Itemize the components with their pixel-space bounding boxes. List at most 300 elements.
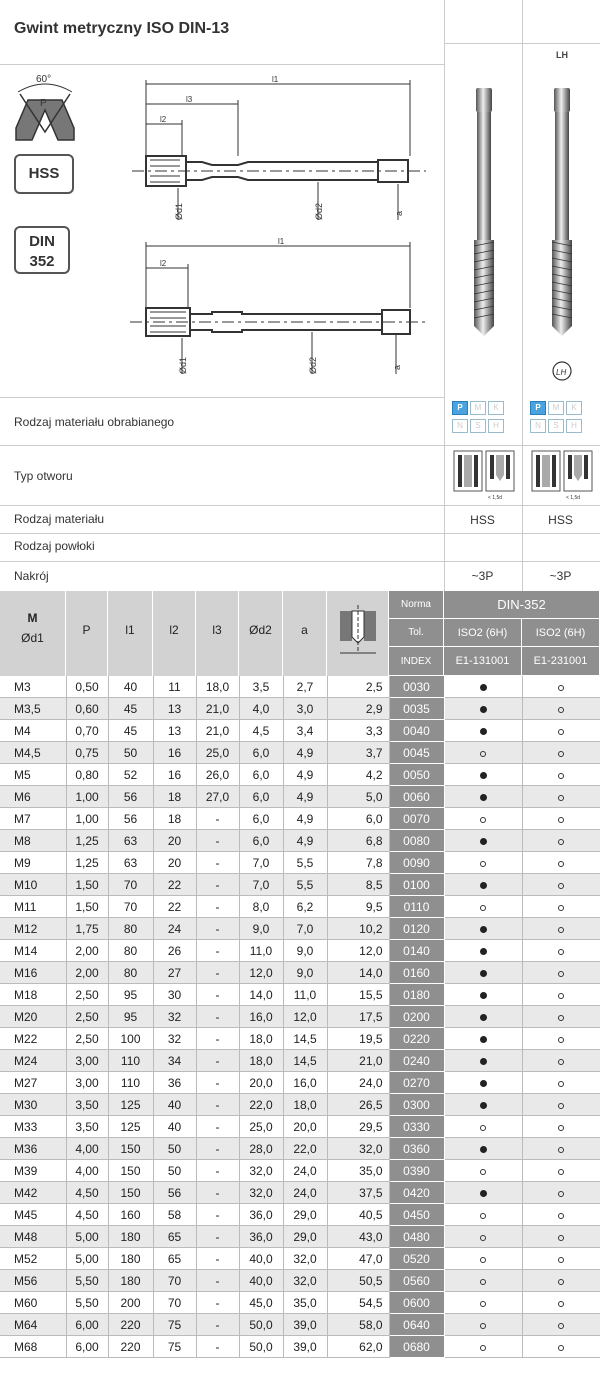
drill-size-cell: 6,8 bbox=[327, 830, 389, 852]
property-value: HSS bbox=[470, 513, 495, 527]
value-cell: 1,00 bbox=[66, 808, 108, 830]
value-cell: 7,0 bbox=[283, 918, 327, 940]
thread-size-cell: M7 bbox=[0, 808, 66, 830]
dim-l1: l1 bbox=[272, 75, 279, 84]
header bbox=[0, 0, 444, 65]
table-row bbox=[0, 1248, 600, 1270]
availability-lh bbox=[522, 1204, 600, 1226]
index-cell: 0160 bbox=[389, 962, 444, 984]
availability-lh bbox=[522, 1160, 600, 1182]
value-cell: 4,9 bbox=[283, 764, 327, 786]
index-cell: 0480 bbox=[389, 1226, 444, 1248]
index-cell: 0030 bbox=[389, 676, 444, 698]
open-dot-icon bbox=[558, 1345, 564, 1351]
value-cell: 25,0 bbox=[196, 742, 239, 764]
index-cell: 0100 bbox=[389, 874, 444, 896]
hole-depth-label: < 1,5d bbox=[488, 495, 503, 501]
open-dot-icon bbox=[558, 773, 564, 779]
availability-standard bbox=[444, 962, 522, 984]
tap-photo-lh-icon bbox=[523, 64, 600, 397]
value-cell: 4,9 bbox=[283, 786, 327, 808]
availability-standard bbox=[444, 764, 522, 786]
availability-lh bbox=[522, 962, 600, 984]
thread-size-cell: M9 bbox=[0, 852, 66, 874]
availability-standard bbox=[444, 896, 522, 918]
table-row bbox=[0, 918, 600, 940]
value-cell: 3,50 bbox=[66, 1116, 108, 1138]
thread-size-cell: M8 bbox=[0, 830, 66, 852]
value-cell: 56 bbox=[153, 1182, 196, 1204]
availability-lh bbox=[522, 874, 600, 896]
table-row bbox=[0, 1006, 600, 1028]
header-pitch: P bbox=[66, 591, 108, 676]
availability-lh bbox=[522, 764, 600, 786]
availability-standard bbox=[444, 918, 522, 940]
value-cell: 7,0 bbox=[239, 852, 283, 874]
value-cell: 6,0 bbox=[239, 786, 283, 808]
property-row-coating bbox=[0, 533, 600, 562]
value-cell: 3,50 bbox=[66, 1094, 108, 1116]
index-cell: 0680 bbox=[389, 1336, 444, 1358]
open-dot-icon bbox=[480, 1279, 486, 1285]
value-cell: 20,0 bbox=[239, 1072, 283, 1094]
hole-depth-label-lh: < 1,5d bbox=[566, 495, 581, 501]
value-cell: 34 bbox=[153, 1050, 196, 1072]
availability-standard bbox=[444, 874, 522, 896]
value-cell: 150 bbox=[108, 1160, 153, 1182]
index-value-2: E1-231001 bbox=[522, 647, 600, 676]
index-cell: 0240 bbox=[389, 1050, 444, 1072]
value-cell: 1,75 bbox=[66, 918, 108, 940]
tolerance-label: Tol. bbox=[389, 619, 444, 647]
open-dot-icon bbox=[558, 993, 564, 999]
value-cell: 70 bbox=[108, 874, 153, 896]
value-cell: - bbox=[196, 852, 239, 874]
value-cell: - bbox=[196, 830, 239, 852]
value-cell: 18,0 bbox=[239, 1050, 283, 1072]
value-cell: - bbox=[196, 808, 239, 830]
value-cell: 1,00 bbox=[66, 786, 108, 808]
open-dot-icon bbox=[558, 883, 564, 889]
value-cell: 45,0 bbox=[239, 1292, 283, 1314]
index-cell: 0050 bbox=[389, 764, 444, 786]
drill-size-cell: 32,0 bbox=[327, 1138, 389, 1160]
table-row bbox=[0, 1116, 600, 1138]
open-dot-icon bbox=[558, 1081, 564, 1087]
value-cell: 30 bbox=[153, 984, 196, 1006]
availability-lh bbox=[522, 852, 600, 874]
index-cell: 0200 bbox=[389, 1006, 444, 1028]
availability-lh bbox=[522, 984, 600, 1006]
value-cell: 2,7 bbox=[283, 676, 327, 698]
index-cell: 0060 bbox=[389, 786, 444, 808]
value-cell: 16,0 bbox=[283, 1072, 327, 1094]
dim-l3: l3 bbox=[186, 95, 193, 104]
index-cell: 0330 bbox=[389, 1116, 444, 1138]
value-cell: 39,0 bbox=[283, 1314, 327, 1336]
value-cell: 24,0 bbox=[283, 1182, 327, 1204]
drill-size-cell: 2,5 bbox=[327, 676, 389, 698]
value-cell: 80 bbox=[108, 940, 153, 962]
value-cell: 11 bbox=[153, 676, 196, 698]
material-group-icon-lh: P M K N S H bbox=[530, 401, 596, 439]
value-cell: 2,50 bbox=[66, 1028, 108, 1050]
column-header-standard bbox=[444, 0, 523, 64]
thread-size-cell: M30 bbox=[0, 1094, 66, 1116]
table-row bbox=[0, 1160, 600, 1182]
open-dot-icon bbox=[558, 1147, 564, 1153]
value-cell: 39,0 bbox=[283, 1336, 327, 1358]
open-dot-icon bbox=[558, 685, 564, 691]
filled-dot-icon bbox=[480, 1102, 487, 1109]
hole-type-icon-lh bbox=[530, 449, 596, 501]
value-cell: - bbox=[196, 1160, 239, 1182]
property-label: Rodzaj materiału bbox=[14, 512, 105, 526]
value-cell: 5,50 bbox=[66, 1270, 108, 1292]
value-cell: 18,0 bbox=[283, 1094, 327, 1116]
value-cell: 4,0 bbox=[239, 698, 283, 720]
filled-dot-icon bbox=[480, 970, 487, 977]
angle-label: 60° bbox=[36, 74, 52, 85]
value-cell: 9,0 bbox=[239, 918, 283, 940]
value-cell: 0,60 bbox=[66, 698, 108, 720]
value-cell: 3,5 bbox=[239, 676, 283, 698]
drill-size-cell: 3,3 bbox=[327, 720, 389, 742]
open-dot-icon bbox=[558, 971, 564, 977]
material-group-icon: P M K N S H bbox=[452, 401, 518, 439]
value-cell: 32,0 bbox=[283, 1270, 327, 1292]
drill-size-cell: 12,0 bbox=[327, 940, 389, 962]
table-row bbox=[0, 742, 600, 764]
availability-lh bbox=[522, 1028, 600, 1050]
value-cell: 65 bbox=[153, 1248, 196, 1270]
thread-size-cell: M48 bbox=[0, 1226, 66, 1248]
value-cell: 5,00 bbox=[66, 1248, 108, 1270]
availability-lh bbox=[522, 720, 600, 742]
value-cell: 32 bbox=[153, 1028, 196, 1050]
index-cell: 0180 bbox=[389, 984, 444, 1006]
index-cell: 0220 bbox=[389, 1028, 444, 1050]
drill-size-cell: 2,9 bbox=[327, 698, 389, 720]
open-dot-icon bbox=[558, 1301, 564, 1307]
table-row bbox=[0, 1138, 600, 1160]
value-cell: 4,00 bbox=[66, 1138, 108, 1160]
value-cell: 20 bbox=[153, 830, 196, 852]
open-dot-icon bbox=[558, 729, 564, 735]
filled-dot-icon bbox=[480, 772, 487, 779]
value-cell: - bbox=[196, 1248, 239, 1270]
header-d2: Ød2 bbox=[239, 591, 283, 676]
value-cell: 4,9 bbox=[283, 808, 327, 830]
value-cell: 75 bbox=[153, 1336, 196, 1358]
table-row bbox=[0, 698, 600, 720]
drill-size-cell: 15,5 bbox=[327, 984, 389, 1006]
availability-lh bbox=[522, 742, 600, 764]
availability-standard bbox=[444, 1270, 522, 1292]
value-cell: 2,50 bbox=[66, 1006, 108, 1028]
left-hand-rotation-icon bbox=[553, 362, 571, 380]
value-cell: 58 bbox=[153, 1204, 196, 1226]
availability-lh bbox=[522, 830, 600, 852]
column-header-lh bbox=[522, 0, 600, 64]
availability-standard bbox=[444, 1248, 522, 1270]
availability-lh bbox=[522, 1248, 600, 1270]
availability-standard bbox=[444, 742, 522, 764]
property-row-workpiece bbox=[0, 397, 600, 446]
index-value-1: E1-131001 bbox=[444, 647, 522, 676]
table-row bbox=[0, 720, 600, 742]
value-cell: 6,0 bbox=[239, 764, 283, 786]
value-cell: 3,00 bbox=[66, 1050, 108, 1072]
availability-lh bbox=[522, 1006, 600, 1028]
drill-size-cell: 14,0 bbox=[327, 962, 389, 984]
value-cell: 70 bbox=[108, 896, 153, 918]
value-cell: 40 bbox=[153, 1094, 196, 1116]
availability-lh bbox=[522, 1050, 600, 1072]
value-cell: 16 bbox=[153, 764, 196, 786]
table-row bbox=[0, 896, 600, 918]
value-cell: 5,50 bbox=[66, 1292, 108, 1314]
thread-profile-icon bbox=[10, 70, 80, 144]
availability-standard bbox=[444, 1160, 522, 1182]
filled-dot-icon bbox=[480, 1036, 487, 1043]
value-cell: 14,5 bbox=[283, 1028, 327, 1050]
dim-l1-long: l1 bbox=[278, 237, 285, 246]
availability-lh bbox=[522, 918, 600, 940]
value-cell: 3,4 bbox=[283, 720, 327, 742]
property-value: ~3P bbox=[549, 569, 572, 583]
table-row bbox=[0, 962, 600, 984]
filled-dot-icon bbox=[480, 838, 487, 845]
open-dot-icon bbox=[558, 707, 564, 713]
open-dot-icon bbox=[480, 1301, 486, 1307]
thread-size-cell: M3,5 bbox=[0, 698, 66, 720]
value-cell: 45 bbox=[108, 720, 153, 742]
open-dot-icon bbox=[558, 1059, 564, 1065]
header-a: a bbox=[283, 591, 327, 676]
thread-size-cell: M33 bbox=[0, 1116, 66, 1138]
open-dot-icon bbox=[558, 1235, 564, 1241]
availability-standard bbox=[444, 984, 522, 1006]
value-cell: 29,0 bbox=[283, 1226, 327, 1248]
drill-size-cell: 40,5 bbox=[327, 1204, 389, 1226]
standard-badge-line1: DIN bbox=[29, 233, 55, 250]
value-cell: 4,50 bbox=[66, 1204, 108, 1226]
value-cell: 13 bbox=[153, 698, 196, 720]
filled-dot-icon bbox=[480, 926, 487, 933]
value-cell: 40 bbox=[153, 1116, 196, 1138]
availability-standard bbox=[444, 1028, 522, 1050]
material-badge: HSS bbox=[14, 154, 74, 194]
availability-lh bbox=[522, 1116, 600, 1138]
value-cell: 180 bbox=[108, 1248, 153, 1270]
availability-lh bbox=[522, 1314, 600, 1336]
table-row bbox=[0, 1336, 600, 1358]
thread-size-cell: M56 bbox=[0, 1270, 66, 1292]
value-cell: 150 bbox=[108, 1182, 153, 1204]
index-cell: 0270 bbox=[389, 1072, 444, 1094]
tool-image-lh bbox=[522, 64, 600, 397]
tolerance-value-2: ISO2 (6H) bbox=[522, 619, 600, 647]
value-cell: 22,0 bbox=[239, 1094, 283, 1116]
value-cell: 45 bbox=[108, 698, 153, 720]
value-cell: 16 bbox=[153, 742, 196, 764]
value-cell: 4,9 bbox=[283, 830, 327, 852]
value-cell: 14,0 bbox=[239, 984, 283, 1006]
dim-d2-long: Ød2 bbox=[308, 356, 318, 374]
value-cell: 80 bbox=[108, 918, 153, 940]
value-cell: 220 bbox=[108, 1314, 153, 1336]
value-cell: 56 bbox=[108, 808, 153, 830]
thread-size-cell: M18 bbox=[0, 984, 66, 1006]
availability-standard bbox=[444, 1138, 522, 1160]
value-cell: 125 bbox=[108, 1116, 153, 1138]
open-dot-icon bbox=[558, 927, 564, 933]
availability-lh bbox=[522, 1138, 600, 1160]
index-cell: 0450 bbox=[389, 1204, 444, 1226]
dim-l2-long: l2 bbox=[160, 259, 167, 268]
availability-standard bbox=[444, 720, 522, 742]
table-row bbox=[0, 830, 600, 852]
value-cell: 0,50 bbox=[66, 676, 108, 698]
availability-lh bbox=[522, 940, 600, 962]
value-cell: 26 bbox=[153, 940, 196, 962]
thread-size-cell: M39 bbox=[0, 1160, 66, 1182]
open-dot-icon bbox=[558, 1191, 564, 1197]
value-cell: 32,0 bbox=[283, 1248, 327, 1270]
drill-size-cell: 24,0 bbox=[327, 1072, 389, 1094]
thread-size-cell: M36 bbox=[0, 1138, 66, 1160]
value-cell: 24,0 bbox=[283, 1160, 327, 1182]
value-cell: 4,5 bbox=[239, 720, 283, 742]
value-cell: 36 bbox=[153, 1072, 196, 1094]
table-row bbox=[0, 874, 600, 896]
table-row bbox=[0, 940, 600, 962]
value-cell: - bbox=[196, 1270, 239, 1292]
availability-lh bbox=[522, 1182, 600, 1204]
norma-value: DIN-352 bbox=[444, 591, 600, 619]
drill-size-cell: 26,5 bbox=[327, 1094, 389, 1116]
availability-lh bbox=[522, 1270, 600, 1292]
value-cell: 50 bbox=[108, 742, 153, 764]
value-cell: 95 bbox=[108, 1006, 153, 1028]
value-cell: - bbox=[196, 1182, 239, 1204]
value-cell: 6,2 bbox=[283, 896, 327, 918]
dim-d2: Ød2 bbox=[314, 202, 324, 220]
property-label: Typ otworu bbox=[14, 469, 73, 483]
thread-size-cell: M68 bbox=[0, 1336, 66, 1358]
open-dot-icon bbox=[558, 839, 564, 845]
property-row-material bbox=[0, 505, 600, 534]
availability-standard bbox=[444, 1314, 522, 1336]
value-cell: 50 bbox=[153, 1138, 196, 1160]
index-cell: 0045 bbox=[389, 742, 444, 764]
value-cell: 65 bbox=[153, 1226, 196, 1248]
drill-size-cell: 7,8 bbox=[327, 852, 389, 874]
value-cell: 28,0 bbox=[239, 1138, 283, 1160]
value-cell: 95 bbox=[108, 984, 153, 1006]
availability-lh bbox=[522, 698, 600, 720]
index-cell: 0360 bbox=[389, 1138, 444, 1160]
filled-dot-icon bbox=[480, 948, 487, 955]
value-cell: 1,25 bbox=[66, 830, 108, 852]
value-cell: 5,5 bbox=[283, 852, 327, 874]
value-cell: 24 bbox=[153, 918, 196, 940]
open-dot-icon bbox=[558, 1125, 564, 1131]
table-row bbox=[0, 1270, 600, 1292]
value-cell: 1,25 bbox=[66, 852, 108, 874]
value-cell: 52 bbox=[108, 764, 153, 786]
availability-lh bbox=[522, 896, 600, 918]
value-cell: 1,50 bbox=[66, 874, 108, 896]
value-cell: 3,0 bbox=[283, 698, 327, 720]
dim-d1-long: Ød1 bbox=[178, 356, 188, 374]
tap-photo-icon bbox=[445, 64, 523, 397]
availability-standard bbox=[444, 1006, 522, 1028]
table-row bbox=[0, 984, 600, 1006]
table-row bbox=[0, 676, 600, 698]
value-cell: 180 bbox=[108, 1270, 153, 1292]
value-cell: - bbox=[196, 1116, 239, 1138]
availability-standard bbox=[444, 676, 522, 698]
index-cell: 0035 bbox=[389, 698, 444, 720]
drill-size-cell: 37,5 bbox=[327, 1182, 389, 1204]
value-cell: 14,5 bbox=[283, 1050, 327, 1072]
filled-dot-icon bbox=[480, 706, 487, 713]
index-cell: 0040 bbox=[389, 720, 444, 742]
value-cell: - bbox=[196, 896, 239, 918]
open-dot-icon bbox=[480, 1257, 486, 1263]
value-cell: 0,75 bbox=[66, 742, 108, 764]
property-label: Nakrój bbox=[14, 569, 49, 583]
thread-size-cell: M52 bbox=[0, 1248, 66, 1270]
open-dot-icon bbox=[558, 1103, 564, 1109]
drill-size-cell: 62,0 bbox=[327, 1336, 389, 1358]
drill-hole-icon bbox=[338, 603, 378, 663]
value-cell: 6,00 bbox=[66, 1314, 108, 1336]
index-cell: 0110 bbox=[389, 896, 444, 918]
value-cell: - bbox=[196, 1050, 239, 1072]
value-cell: - bbox=[196, 1226, 239, 1248]
filled-dot-icon bbox=[480, 1146, 487, 1153]
open-dot-icon bbox=[558, 1213, 564, 1219]
availability-lh bbox=[522, 808, 600, 830]
property-label: Rodzaj powłoki bbox=[14, 539, 95, 553]
table-row bbox=[0, 1050, 600, 1072]
value-cell: - bbox=[196, 1314, 239, 1336]
drill-size-cell: 6,0 bbox=[327, 808, 389, 830]
tool-image-standard bbox=[444, 64, 523, 397]
value-cell: 50,0 bbox=[239, 1336, 283, 1358]
thread-size-cell: M5 bbox=[0, 764, 66, 786]
value-cell: 0,70 bbox=[66, 720, 108, 742]
tap-drawing-short bbox=[120, 70, 440, 230]
table-row bbox=[0, 786, 600, 808]
value-cell: 5,5 bbox=[283, 874, 327, 896]
value-cell: 4,00 bbox=[66, 1160, 108, 1182]
open-dot-icon bbox=[480, 1345, 486, 1351]
value-cell: 63 bbox=[108, 830, 153, 852]
thread-size-cell: M14 bbox=[0, 940, 66, 962]
value-cell: 11,0 bbox=[283, 984, 327, 1006]
thread-size-cell: M60 bbox=[0, 1292, 66, 1314]
thread-size-cell: M11 bbox=[0, 896, 66, 918]
open-dot-icon bbox=[558, 1323, 564, 1329]
value-cell: 70 bbox=[153, 1270, 196, 1292]
thread-size-cell: M45 bbox=[0, 1204, 66, 1226]
drill-size-cell: 17,5 bbox=[327, 1006, 389, 1028]
value-cell: 6,00 bbox=[66, 1336, 108, 1358]
